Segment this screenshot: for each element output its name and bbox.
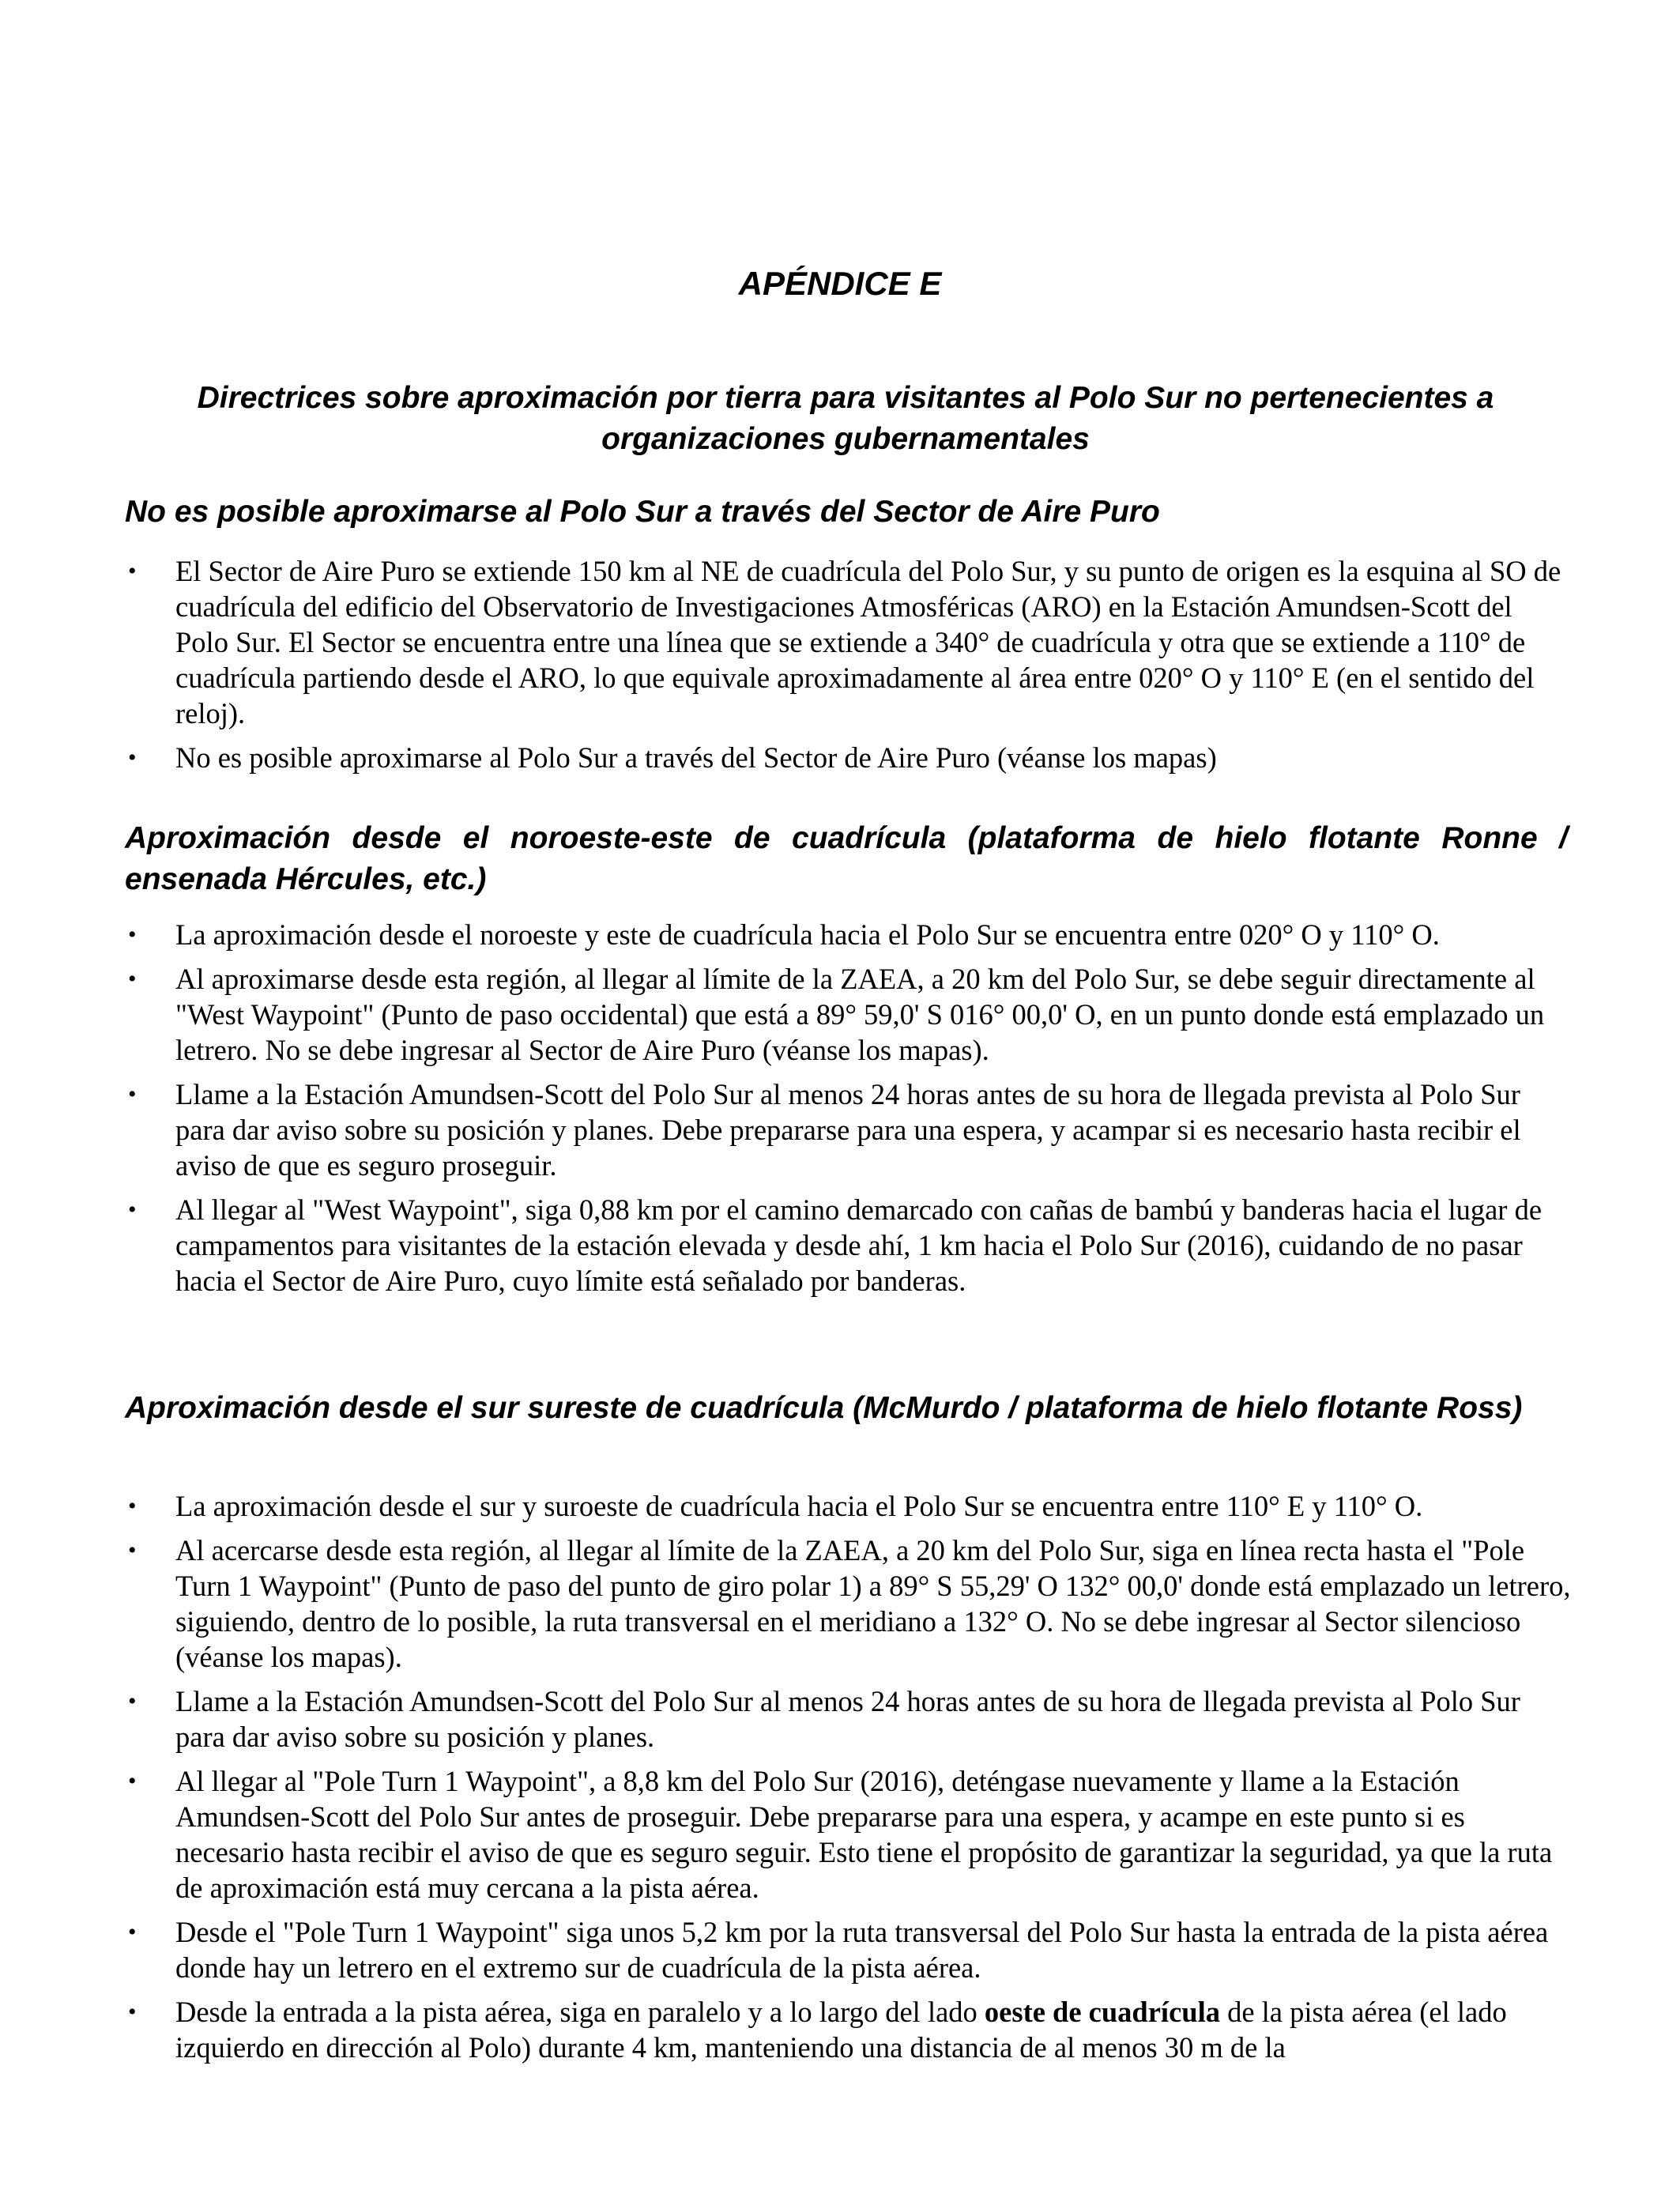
list-item-text: Al llegar al "West Waypoint", siga 0,88 km por el camino demarcado con cañas de bambú y banderas hacia el lugar de campamentos para visitantes de la estación elevada y desde ahí, 1 km hacia el Polo Sur (2016), cuidando de no pasar hacia el Sector de Aire Puro, cuyo límite está señalado por banderas. [175, 1193, 1543, 1297]
list-item-text: No es posible aproximarse al Polo Sur a través del Sector de Aire Puro (véanse los mapas) [175, 741, 1217, 774]
section-heading-northwest-east: Aproximación desde el noroeste-este de cuadrícula (plataforma de hielo flotante Ronne / ensenada Hércules, etc.) [125, 821, 1568, 896]
bullet-icon: • [128, 1688, 137, 1714]
list-item-text: Desde el "Pole Turn 1 Waypoint" siga unos 5,2 km por la ruta transversal del Polo Sur hasta la entrada de la pista aérea donde hay un letrero en el extremo sur de cuadrícula de la pista aérea. [175, 1916, 1549, 1984]
list-item [125, 1192, 1571, 1299]
text-segment: de la pista aérea (el lado izquierdo en dirección al Polo) durante 4 km, manteniendo una distancia de al menos 30 m de la [175, 1996, 1507, 2064]
bullet-list-south-southeast [125, 1488, 1571, 2074]
bullet-icon: • [128, 1081, 137, 1107]
list-item [125, 1683, 1571, 1755]
bullet-icon: • [128, 1537, 137, 1563]
bold-emphasis: oeste de cuadrícula [984, 1996, 1220, 2028]
text-segment: Desde la entrada a la pista aérea, siga en paralelo y a lo largo del lado [175, 1996, 985, 2028]
list-item-text: Al llegar al "Pole Turn 1 Waypoint", a 8,8 km del Polo Sur (2016), deténgase nuevamente y llame a la Estación Amundsen-Scott del Polo Sur antes de proseguir. Debe prepararse para una espera, y acampe en este punto si es necesario hasta recibir el aviso de que es seguro seguir. Esto tiene el propósito de garantizar la seguridad, ya que la ruta de aproximación está muy cercana a la pista aérea. [175, 1765, 1553, 1904]
list-item [125, 917, 1571, 952]
bullet-icon: • [128, 1197, 137, 1223]
list-item-text: El Sector de Aire Puro se extiende 150 km al NE de cuadrícula del Polo Sur, y su punto de origen es la esquina al SO de cuadrícula del edificio del Observatorio de Investigaciones Atmosféricas (ARO) en la Estación Amundsen-Scott del Polo Sur. El Sector se encuentra entre una línea que se extiende a 340° de cuadrícula y otra que se extiende a 110° de cuadrícula partiendo desde el ARO, lo que equivale aproximadamente al área entre 020° O y 110° E (en el sentido del reloj). [175, 555, 1561, 729]
list-item-text [175, 1996, 1507, 2064]
list-item [125, 1914, 1571, 1985]
bullet-icon: • [128, 745, 137, 771]
document-title: Directrices sobre aproximación por tierra para visitantes al Polo Sur no pertenecientes a organizaciones gubernamentales [197, 381, 1494, 456]
bullet-icon: • [128, 558, 137, 584]
list-item [125, 553, 1571, 731]
list-item-text: La aproximación desde el noroeste y este de cuadrícula hacia el Polo Sur se encuentra entre 020° O y 110° O. [175, 918, 1440, 951]
bullet-list-northwest-east [125, 917, 1571, 1307]
list-item-text: Al acercarse desde esta región, al llegar al límite de la ZAEA, a 20 km del Polo Sur, siga en línea recta hasta el "Pole Turn 1 Waypoint" (Punto de paso del punto de giro polar 1) a 89° S 55,29' O 132° 00,0' donde está emplazado un letrero, siguiendo, dentro de lo posible, la ruta transversal en el meridiano a 132° O. No se debe ingresar al Sector silencioso (véanse los mapas). [175, 1534, 1571, 1673]
bullet-icon: • [128, 1768, 137, 1794]
bullet-icon: • [128, 1999, 137, 2025]
bullet-list-clean-air [125, 553, 1571, 784]
list-item-text: Llame a la Estación Amundsen-Scott del Polo Sur al menos 24 horas antes de su hora de llegada prevista al Polo Sur para dar aviso sobre su posición y planes. Debe prepararse para una espera, y acampar si es necesario hasta recibir el aviso de que es seguro proseguir. [175, 1078, 1521, 1182]
bullet-icon: • [128, 1919, 137, 1945]
bullet-icon: • [128, 966, 137, 992]
list-item [125, 1763, 1571, 1906]
list-item [125, 1076, 1571, 1183]
list-item [125, 1488, 1571, 1524]
appendix-heading: APÉNDICE E [738, 265, 942, 302]
bullet-icon: • [128, 1493, 137, 1519]
list-item-text: Al aproximarse desde esta región, al llegar al límite de la ZAEA, a 20 km del Polo Sur, se debe seguir directamente al "West Waypoint" (Punto de paso occidental) que está a 89° 59,0' S 016° 00,0' O, en un punto donde está emplazado un letrero. No se debe ingresar al Sector de Aire Puro (véanse los mapas). [175, 963, 1545, 1066]
bullet-icon: • [128, 922, 137, 948]
list-item [125, 961, 1571, 1068]
list-item-text: Llame a la Estación Amundsen-Scott del Polo Sur al menos 24 horas antes de su hora de llegada prevista al Polo Sur para dar aviso sobre su posición y planes. [175, 1685, 1520, 1753]
list-item-text: La aproximación desde el sur y suroeste de cuadrícula hacia el Polo Sur se encuentra entre 110° E y 110° O. [175, 1490, 1423, 1522]
section-heading-clean-air: No es posible aproximarse al Polo Sur a través del Sector de Aire Puro [125, 495, 1160, 529]
section-heading-south-southeast: Aproximación desde el sur sureste de cuadrícula (McMurdo / plataforma de hielo flotante Ross) [125, 1391, 1523, 1425]
list-item [125, 1994, 1571, 2065]
list-item [125, 740, 1571, 775]
list-item [125, 1532, 1571, 1675]
